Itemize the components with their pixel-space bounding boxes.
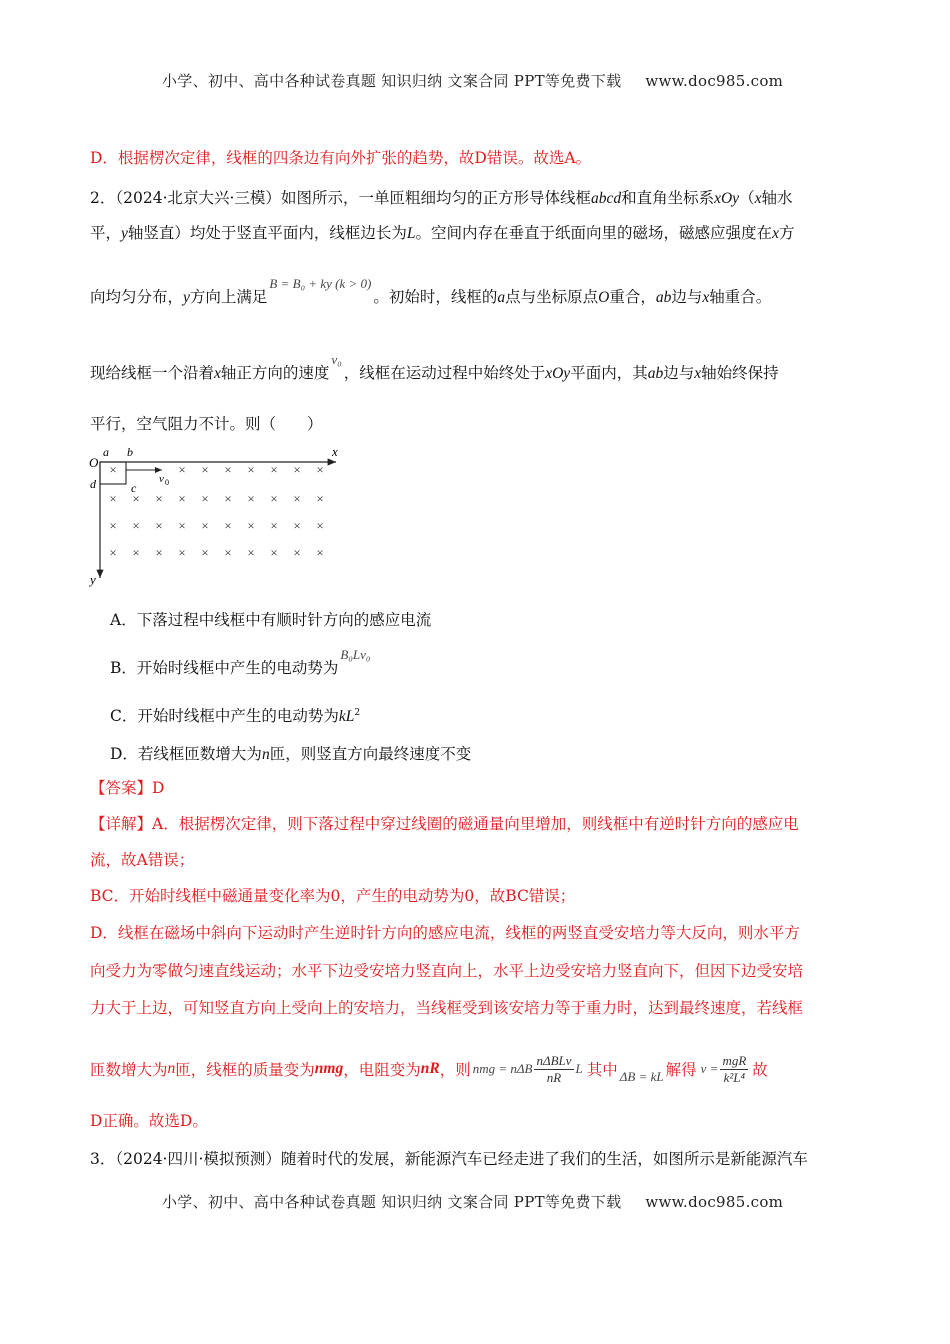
q2-line-4 (90, 352, 779, 383)
answer-label: 【答案】D (90, 779, 165, 797)
q3-line-1: 3．（2024·四川·模拟预测）随着时代的发展，新能源汽车已经走进了我们的生活，如图所示是新能源汽车 (90, 1150, 808, 1168)
field-cross-mark: × (270, 518, 278, 533)
magnetic-field-diagram (80, 440, 360, 590)
option-c-sup: 2 (354, 708, 361, 718)
q2-var-y: y (183, 289, 190, 306)
eq1-denominator: nR (546, 1069, 562, 1085)
detail-line-1 (90, 812, 799, 834)
q2-source: （2024·北京大兴·三模） (115, 189, 281, 207)
label-a: a (103, 445, 109, 459)
option-d-text: D．若线框匝数增大为 (110, 745, 262, 763)
label-d: d (90, 477, 96, 491)
detail-text: 解得 (665, 1061, 697, 1079)
field-cross-mark: × (109, 491, 117, 506)
field-cross-mark: × (293, 545, 301, 560)
field-cross-mark: × (132, 518, 140, 533)
detail-var-nmg: nmg (314, 1060, 344, 1077)
detail-var-nr: nR (420, 1060, 440, 1077)
prev-answer-line: D．根据楞次定律，线框的四条边有向外扩张的趋势，故D错误。故选A。 (90, 149, 592, 167)
option-c (110, 704, 360, 726)
eq1-fraction (534, 1053, 573, 1086)
label-o: O (89, 455, 99, 470)
detail-text: 匝，线框的质量变为 (175, 1061, 315, 1079)
q2-text: 方 (778, 224, 795, 242)
field-cross-mark: × (155, 491, 163, 506)
field-cross-mark: × (109, 545, 117, 560)
magnetic-field-crosses (109, 462, 323, 560)
footer-text: 小学、初中、高中各种试卷真题 知识归纳 文案合同 PPT等免费下载 (162, 1193, 622, 1211)
q2-text: 方向上满足 (189, 288, 268, 306)
q2-var-x: x (694, 365, 702, 382)
q2-line-2 (90, 221, 794, 243)
q2-text: 平， (90, 224, 122, 242)
q2-var-abcd: abcd (590, 190, 622, 207)
page-footer (162, 1191, 783, 1212)
q2-var-x: x (214, 365, 221, 382)
detail-line-4: D．线框在磁场中斜向下运动时产生逆时针方向的感应电流，线框的两竖直受安培力等大反向，则水平方 (90, 924, 800, 942)
eq1-right: L (575, 1061, 583, 1076)
q2-text: 向均匀分布， (90, 288, 184, 306)
field-cross-mark: × (247, 518, 255, 533)
field-cross-mark: × (201, 518, 209, 533)
detail-label: 【详解】 (90, 815, 153, 833)
field-cross-mark: × (316, 518, 324, 533)
field-cross-mark: × (247, 491, 255, 506)
q2-text: 点与坐标原点 (505, 288, 599, 306)
q2-var-ab: ab (647, 365, 664, 382)
q2-var-a: a (497, 289, 506, 306)
option-b-formula: B₀Lv₀ (340, 647, 371, 662)
formula-v0: v₀ (331, 352, 342, 367)
q2-text: 现给线框一个沿着 (90, 364, 215, 382)
q2-text: 平面内，其 (570, 364, 648, 382)
q2-text: 和直角坐标系 (621, 189, 715, 207)
option-b-text: B．开始时线框中产生的电动势为 (110, 659, 339, 677)
label-b: b (127, 445, 133, 459)
q2-var-o: O (598, 289, 610, 306)
field-cross-mark: × (155, 518, 163, 533)
q2-text: 轴重合。 (709, 288, 772, 306)
field-cross-mark: × (201, 545, 209, 560)
field-cross-mark: × (270, 491, 278, 506)
option-d-var-n: n (261, 746, 270, 763)
label-c: c (131, 481, 137, 495)
q2-text: （ (739, 189, 755, 207)
header-url[interactable]: www.doc985.com (645, 72, 784, 90)
detail-text: ，电阻变为 (343, 1061, 421, 1079)
field-cross-mark: × (247, 462, 255, 477)
q2-line-1 (90, 186, 792, 208)
option-b (110, 647, 371, 678)
q2-var-y: y (121, 225, 128, 242)
q2-text: 重合， (609, 288, 656, 306)
field-cross-mark: × (224, 545, 232, 560)
detail-text: 故 (752, 1061, 768, 1079)
option-c-text: C．开始时线框中产生的电动势为 (110, 707, 339, 725)
q2-text: 。初始时，线框的 (373, 288, 498, 306)
q2-var-ab: ab (655, 289, 672, 306)
field-cross-mark: × (293, 491, 301, 506)
field-cross-mark: × (132, 545, 140, 560)
page-header (162, 70, 783, 91)
q2-line-5: 平行，空气阻力不计。则（ ） (90, 415, 323, 433)
detail-line-3: BC．开始时线框中磁通量变化率为0，产生的电动势为0，故BC错误； (90, 887, 576, 905)
field-cross-mark: × (178, 462, 186, 477)
detail-text: A．根据楞次定律，则下落过程中穿过线圈的磁通量向里增加，则线框中有逆时针方向的感应电 (152, 815, 799, 833)
q2-text: 。空间内存在垂直于纸面向里的磁场，磁感应强度在 (415, 224, 773, 242)
field-cross-mark: × (109, 518, 117, 533)
q2-var-xoy: xOy (545, 365, 571, 382)
q2-var-x: x (754, 190, 762, 207)
detail-text: 匝数增大为 (90, 1061, 168, 1079)
label-y: y (90, 572, 96, 587)
field-cross-mark: × (316, 545, 324, 560)
label-x: x (332, 444, 338, 459)
field-cross-mark: × (316, 462, 324, 477)
eq3-left: v = (700, 1061, 719, 1076)
q2-text: 轴始终保持 (701, 364, 779, 382)
formula-b-field: B = B₀ + ky (k > 0) (269, 276, 372, 291)
detail-line-6: 力大于上边，可知竖直方向上受向上的安培力，当线框受到该安培力等于重力时，达到最终速度，若线框 (90, 999, 804, 1017)
field-cross-mark: × (178, 491, 186, 506)
field-cross-mark: × (201, 462, 209, 477)
q2-text: 边与 (671, 288, 703, 306)
field-cross-mark: × (224, 491, 232, 506)
option-a: A．下落过程中线框中有顺时针方向的感应电流 (110, 611, 432, 629)
field-cross-mark: × (224, 518, 232, 533)
detail-line-2: 流，故A错误； (90, 851, 195, 869)
eq2: ΔB = kL (619, 1069, 664, 1084)
footer-url[interactable]: www.doc985.com (645, 1193, 784, 1211)
option-c-formula: kL (338, 708, 355, 725)
field-cross-mark: × (224, 462, 232, 477)
field-cross-mark: × (247, 545, 255, 560)
field-cross-mark: × (109, 462, 117, 477)
q2-var-xoy: xOy (714, 190, 740, 207)
field-cross-mark: × (270, 545, 278, 560)
header-text: 小学、初中、高中各种试卷真题 知识归纳 文案合同 PPT等免费下载 (162, 72, 622, 90)
detail-line-5: 向受力为零做匀速直线运动；水平下边受安培力竖直向上，水平上边受安培力竖直向下，但因下边受安培 (90, 962, 804, 980)
detail-text: ，则 (439, 1061, 471, 1079)
field-cross-mark: × (178, 545, 186, 560)
q2-text: 轴水 (761, 189, 793, 207)
q2-var-x: x (702, 289, 710, 306)
eq1-left: nmg = nΔB (472, 1061, 533, 1076)
q2-number: 2． (90, 189, 116, 207)
q2-line-3 (90, 276, 772, 307)
q2-text: 轴正方向的速度 (220, 364, 330, 382)
q2-text: ，线框在运动过程中始终处于 (343, 364, 546, 382)
q2-text: 如图所示，一单匝粗细均匀的正方形导体线框 (280, 189, 591, 207)
field-cross-mark: × (155, 545, 163, 560)
option-d (110, 742, 471, 764)
q2-text: 边与 (663, 364, 695, 382)
field-cross-mark: × (293, 462, 301, 477)
q2-var-x: x (772, 225, 779, 242)
field-cross-mark: × (132, 491, 140, 506)
eq1-numerator: nΔBLv (536, 1052, 572, 1068)
label-v-sub: 0 (165, 478, 169, 487)
field-cross-mark: × (293, 518, 301, 533)
option-d-text: 匝，则竖直方向最终速度不变 (269, 745, 472, 763)
eq3-numerator: mgR (722, 1052, 747, 1068)
field-cross-mark: × (178, 518, 186, 533)
eq3-fraction (720, 1053, 748, 1086)
field-cross-mark: × (201, 491, 209, 506)
detail-line-7 (90, 1045, 768, 1093)
detail-text: 其中 (586, 1061, 618, 1079)
q2-var-l: L (406, 225, 416, 242)
q2-text: 轴竖直）均处于竖直平面内，线框边长为 (127, 224, 407, 242)
field-cross-mark: × (270, 462, 278, 477)
detail-var-n: n (167, 1060, 176, 1077)
label-v: v (159, 473, 164, 485)
field-cross-mark: × (316, 491, 324, 506)
eq3-denominator: k²L⁴ (723, 1069, 746, 1085)
detail-line-8: D正确。故选D。 (90, 1112, 208, 1130)
